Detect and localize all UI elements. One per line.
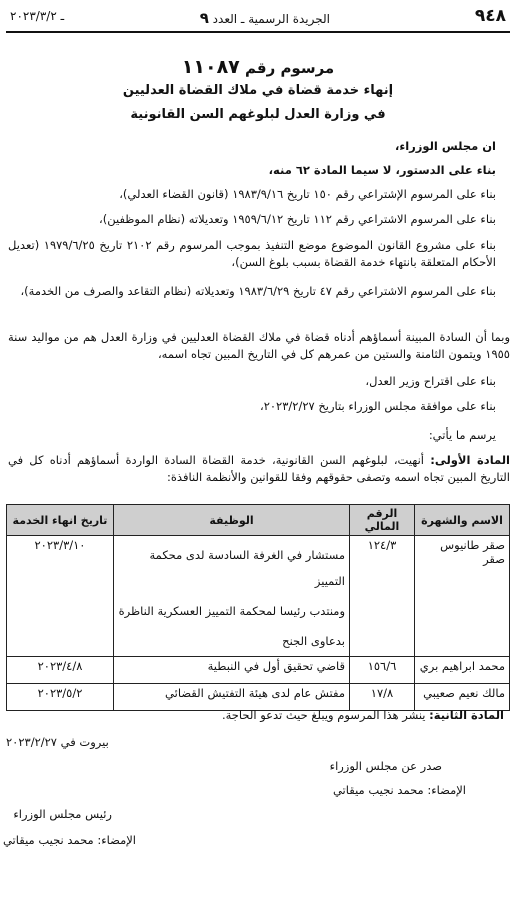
place-date: بيروت في ٢٠٢٣/٢/٢٧ <box>6 735 109 749</box>
header-divider <box>6 31 510 33</box>
signature-line: الإمضاء: محمد نجيب ميقاتي <box>332 783 466 797</box>
signature-line: الإمضاء: محمد نجيب ميقاتي <box>2 833 136 847</box>
pm-title: رئيس مجلس الوزراء <box>13 807 112 821</box>
decree-subtitle-2: في وزارة العدل لبلوغهم السن القانونية <box>130 107 386 122</box>
preamble-line: بناء على مشروع القانون الموضوع موضع التنفيذ بموجب المرسوم رقم ٢١٠٢ تاريخ ١٩٧٩/٦/٢٥ (تعديل الأحكام المتعلقة بانتهاء خدمة القضاة بسبب بلوغ السن)، <box>8 238 496 269</box>
col-job-header: الوظيفة <box>114 505 350 536</box>
cell-date: ٢٠٢٣/٣/١٠ <box>7 536 114 657</box>
decree-title-prefix: مرسوم رقم <box>245 59 335 77</box>
cell-reg: ١٢٤/٣ <box>350 536 415 657</box>
cell-job: قاضي تحقيق أول في النبطية <box>114 657 350 684</box>
col-name-header: الاسم والشهرة <box>415 505 510 536</box>
cell-job: مفتش عام لدى هيئة التفتيش القضائي <box>114 684 350 711</box>
cell-job <box>114 536 350 657</box>
page-header <box>6 6 510 30</box>
preamble-line: يرسم ما يأتي: <box>428 428 496 442</box>
article-1 <box>8 452 510 486</box>
job-line: بدعاوى الجنح <box>282 634 345 648</box>
issued-by: صدر عن مجلس الوزراء <box>329 759 442 773</box>
preamble-line: وبما أن السادة المبينة أسماؤهم أدناه قضاة في ملاك القضاة العدليين في وزارة العدل هم من مواليد سنة ١٩٥٥ ويتمون الثامنة والستين من عمرهم كل في التاريخ المبين تجاه اسمه، <box>8 330 510 361</box>
table-row <box>7 657 510 684</box>
judges-table <box>6 504 510 711</box>
cell-reg: ١٧/٨ <box>350 684 415 711</box>
gazette-title <box>200 9 330 27</box>
article-2-text: ينشر هذا المرسوم ويبلغ حيث تدعو الحاجة. <box>221 708 426 722</box>
article-2-label: المادة الثانية: <box>429 708 504 722</box>
preamble-line: بناء على المرسوم الاشتراعي رقم ١١٢ تاريخ ١٩٥٩/٦/١٢ وتعديلاته (نظام الموظفين)، <box>99 212 496 226</box>
cell-name: صقر طانيوس صقر <box>415 536 510 657</box>
decree-number: ١١٠٨٧ <box>181 56 240 78</box>
table-row <box>7 536 510 657</box>
page-number: ٩٤٨ <box>474 6 506 26</box>
preamble-line: بناء على موافقة مجلس الوزراء بتاريخ ٢٠٢٣/٢/٢٧، <box>259 399 496 413</box>
col-reg-header: الرقم المالي <box>350 505 415 536</box>
issue-number: ٩ <box>199 9 209 27</box>
col-date-header: تاريخ انهاء الخدمة <box>7 505 114 536</box>
article-1-text: أنهيت، لبلوغهم السن القانونية، خدمة القضاة السادة الواردة أسماؤهم أدناه كل في التاريخ المبين تجاه اسمه وتصفى حقوقهم وفقا للقوانين والأنظمة النافذة: <box>8 453 510 484</box>
article-1-label: المادة الأولى: <box>430 453 510 467</box>
preamble-line: ان مجلس الوزراء، <box>394 139 496 153</box>
cell-date: ٢٠٢٣/٤/٨ <box>7 657 114 684</box>
preamble-line: بناء على المرسوم الإشتراعي رقم ١٥٠ تاريخ ١٩٨٣/٩/١٦ (قانون القضاء العدلي)، <box>119 187 496 201</box>
cell-name: مالك نعيم صعيبي <box>415 684 510 711</box>
job-line: مستشار في الغرفة السادسة لدى محكمة التمييز <box>149 548 345 588</box>
preamble-line: بناء على الدستور، لا سيما المادة ٦٢ منه، <box>268 163 496 177</box>
cell-reg: ١٥٦/٦ <box>350 657 415 684</box>
cell-name: محمد ابراهيم بري <box>415 657 510 684</box>
gazette-name: الجريدة الرسمية ـ العدد <box>212 12 330 26</box>
decree-subtitle-1: إنهاء خدمة قضاة في ملاك القضاة العدليين <box>122 83 394 98</box>
table-header-row <box>7 505 510 536</box>
issue-date: ـ ٢٠٢٣/٣/٢ <box>10 9 65 23</box>
preamble-line: بناء على اقتراح وزير العدل، <box>365 374 496 388</box>
decree-title <box>0 56 516 78</box>
article-2 <box>10 707 504 724</box>
job-line: ومنتدب رئيسا لمحكمة التمييز العسكرية الناظرة <box>118 604 345 618</box>
preamble-line: بناء على المرسوم الاشتراعي رقم ٤٧ تاريخ ١٩٨٣/٦/٢٩ وتعديلاته (نظام التقاعد والصرف من الخدمة)، <box>20 284 496 298</box>
cell-date: ٢٠٢٣/٥/٢ <box>7 684 114 711</box>
